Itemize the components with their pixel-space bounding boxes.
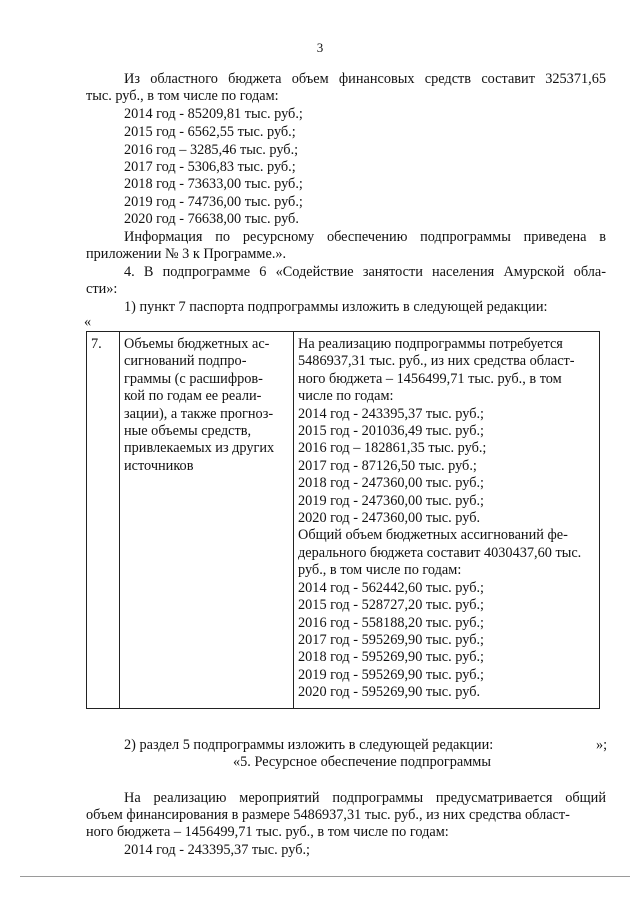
subitem2-text: 2) раздел 5 подпрограммы изложить в следующей редакции:: [124, 737, 494, 753]
content-line: 2018 год - 595269,90 тыс. руб.;: [298, 649, 485, 666]
final-paragraph-line2: объем финансирования в размере 5486937,31 тыс. руб., из них средства област-: [86, 807, 570, 823]
info-paragraph-line2: приложении № 3 к Программе.».: [86, 246, 287, 262]
budget-year-line: 2016 год – 3285,46 тыс. руб.;: [124, 142, 299, 158]
row-content-cell: [294, 332, 600, 709]
content-line: ного бюджета – 1456499,71 тыс. руб., в том: [298, 370, 562, 387]
row-label-cell: [120, 332, 294, 709]
final-paragraph-line1: На реализацию мероприятий подпрограммы предусматривается общий: [124, 790, 606, 806]
passport-table: [86, 331, 600, 709]
content-line: числе по годам:: [298, 388, 394, 405]
content-line: 2016 год – 182861,35 тыс. руб.;: [298, 440, 487, 457]
content-line: Общий объем бюджетных ассигнований фе-: [298, 527, 568, 544]
label-line: Объемы бюджетных ас-: [124, 336, 270, 352]
info-paragraph-line1: Информация по ресурсному обеспечению подпрограммы приведена в: [124, 229, 606, 245]
budget-year-line: 2015 год - 6562,55 тыс. руб.;: [124, 124, 296, 140]
content-line: 2014 год - 243395,37 тыс. руб.;: [298, 405, 485, 422]
table-row: [87, 332, 600, 709]
content-line: 2020 год - 247360,00 тыс. руб.: [298, 510, 481, 527]
item4-line1: 4. В подпрограмме 6 «Содействие занятости населения Амурской обла-: [124, 264, 606, 280]
content-line: 2017 год - 595269,90 тыс. руб.;: [298, 631, 485, 648]
content-line: 2015 год - 528727,20 тыс. руб.;: [298, 597, 485, 614]
content-line: 2020 год - 595269,90 тыс. руб.: [298, 684, 481, 701]
label-line: ные объемы средств,: [124, 423, 252, 440]
content-line: 2016 год - 558188,20 тыс. руб.;: [298, 614, 485, 631]
label-line: кой по годам ее реали-: [124, 388, 262, 405]
content-line: На реализацию подпрограммы потребуется: [298, 336, 563, 352]
label-line: источников: [124, 457, 194, 474]
content-line: 2015 год - 201036,49 тыс. руб.;: [298, 423, 485, 440]
content-line: 5486937,31 тыс. руб., из них средства област-: [298, 353, 575, 370]
budget-year-line: 2018 год - 73633,00 тыс. руб.;: [124, 176, 303, 192]
label-line: привлекаемых из других: [124, 440, 275, 457]
content-line: 2019 год - 247360,00 тыс. руб.;: [298, 492, 485, 509]
budget-year-line: 2017 год - 5306,83 тыс. руб.;: [124, 159, 296, 175]
content-line: 2017 год - 87126,50 тыс. руб.;: [298, 457, 477, 474]
budget-year-line: 2014 год - 85209,81 тыс. руб.;: [124, 106, 303, 122]
content-line: дерального бюджета составит 4030437,60 тыс.: [298, 544, 582, 561]
budget-year-line: 2020 год - 76638,00 тыс. руб.: [124, 211, 299, 227]
budget-year-line: 2019 год - 74736,00 тыс. руб.;: [124, 194, 303, 210]
row-number: 7.: [87, 332, 120, 709]
page-number: 3: [316, 40, 324, 55]
content-line: 2014 год - 562442,60 тыс. руб.;: [298, 579, 485, 596]
content-line: 2019 год - 595269,90 тыс. руб.;: [298, 666, 485, 683]
subitem1-text: 1) пункт 7 паспорта подпрограммы изложить в следующей редакции:: [124, 299, 548, 315]
budget-paragraph-line2: тыс. руб., в том числе по годам:: [86, 88, 279, 104]
content-line: 2018 год - 247360,00 тыс. руб.;: [298, 475, 485, 492]
content-line: руб., в том числе по годам:: [298, 562, 462, 579]
final-paragraph-line3: ного бюджета – 1456499,71 тыс. руб., в том числе по годам:: [86, 824, 449, 840]
item4-line2: сти»:: [86, 281, 118, 297]
label-line: граммы (с расшифров-: [124, 370, 263, 387]
label-line: зации), а также прогноз-: [124, 405, 274, 422]
opening-quote: «: [84, 314, 92, 330]
final-paragraph-line4: 2014 год - 243395,37 тыс. руб.;: [124, 842, 311, 858]
budget-paragraph-line1: Из областного бюджета объем финансовых средств составит 325371,65: [124, 71, 606, 87]
label-line: сигнований подпро-: [124, 353, 247, 370]
page-bottom-divider: [20, 876, 630, 877]
section-title: «5. Ресурсное обеспечение подпрограммы: [233, 754, 491, 770]
closing-quote: »;: [596, 737, 608, 753]
